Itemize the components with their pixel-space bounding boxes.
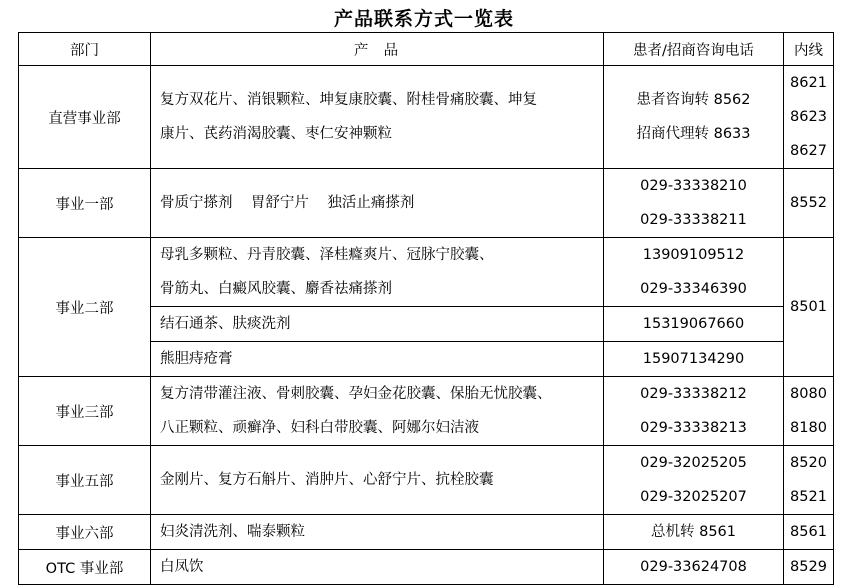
table-row bbox=[19, 377, 834, 446]
phone-cell bbox=[604, 66, 784, 169]
product-line: 骨质宁搽剂 胃舒宁片 独活止痛搽剂 bbox=[160, 195, 415, 211]
product-line: 妇炎清洗剂、喘泰颗粒 bbox=[160, 524, 305, 540]
product-line: 金刚片、复方石斛片、消肿片、心舒宁片、抗栓胶囊 bbox=[160, 472, 494, 488]
contact-table bbox=[18, 32, 834, 585]
phone-line: 029-32025205 bbox=[640, 455, 747, 471]
phone-cell bbox=[604, 515, 784, 550]
product-line: 八正颗粒、顽癣净、妇科白带胶囊、阿娜尔妇洁液 bbox=[160, 420, 479, 436]
product-line: 骨筋丸、白癜风胶囊、麝香祛痛搽剂 bbox=[160, 281, 392, 297]
product-cell bbox=[151, 307, 604, 342]
phone-line: 029-33338213 bbox=[640, 420, 747, 436]
dept-cell: 事业五部 bbox=[19, 446, 151, 515]
product-cell bbox=[151, 342, 604, 377]
dept-cell: 事业二部 bbox=[19, 238, 151, 377]
phone-line: 029-33338212 bbox=[640, 386, 747, 402]
product-line: 白凤饮 bbox=[160, 559, 204, 575]
product-line: 结石通茶、肤痰洗剂 bbox=[160, 316, 291, 332]
ext-line: 8623 bbox=[790, 109, 827, 125]
phone-line: 总机转 8561 bbox=[650, 524, 736, 540]
product-line: 母乳多颗粒、丹青胶囊、泽桂癃爽片、冠脉宁胶囊、 bbox=[160, 247, 494, 263]
phone-line: 患者咨询转 8562 bbox=[636, 92, 751, 108]
product-line: 熊胆痔疮膏 bbox=[160, 351, 233, 367]
ext-cell: 8552 bbox=[784, 169, 834, 238]
phone-line: 029-33338210 bbox=[640, 178, 747, 194]
phone-cell bbox=[604, 446, 784, 515]
phone-line: 029-33338211 bbox=[640, 212, 747, 228]
table-header-row bbox=[19, 33, 834, 66]
product-line: 复方清带灌注液、骨刺胶囊、孕妇金花胶囊、保胎无忧胶囊、 bbox=[160, 386, 552, 402]
product-cell bbox=[151, 515, 604, 550]
dept-cell: OTC 事业部 bbox=[19, 550, 151, 585]
ext-cell: 8561 bbox=[784, 515, 834, 550]
phone-line: 029-33346390 bbox=[640, 281, 747, 297]
phone-cell bbox=[604, 238, 784, 307]
phone-line: 招商代理转 8633 bbox=[636, 126, 751, 142]
header-ext: 内线 bbox=[784, 33, 834, 66]
ext-line: 8080 bbox=[790, 386, 827, 402]
ext-line: 8521 bbox=[790, 489, 827, 505]
phone-line: 15907134290 bbox=[642, 351, 745, 367]
ext-line: 8520 bbox=[790, 455, 827, 471]
ext-cell bbox=[784, 446, 834, 515]
table-row bbox=[19, 169, 834, 238]
phone-line: 029-32025207 bbox=[640, 489, 747, 505]
phone-cell bbox=[604, 550, 784, 585]
dept-cell: 事业一部 bbox=[19, 169, 151, 238]
table-row bbox=[19, 550, 834, 585]
product-cell bbox=[151, 377, 604, 446]
table-row bbox=[19, 66, 834, 169]
phone-line: 13909109512 bbox=[642, 247, 745, 263]
ext-line: 8180 bbox=[790, 420, 827, 436]
table-row bbox=[19, 446, 834, 515]
product-line: 康片、芪药消渴胶囊、枣仁安神颗粒 bbox=[160, 126, 392, 142]
product-line: 复方双花片、消银颗粒、坤复康胶囊、附桂骨痛胶囊、坤复 bbox=[160, 92, 537, 108]
dept-cell: 事业六部 bbox=[19, 515, 151, 550]
table-row bbox=[19, 515, 834, 550]
phone-line: 15319067660 bbox=[642, 316, 745, 332]
header-phone: 患者/招商咨询电话 bbox=[604, 33, 784, 66]
ext-line: 8621 bbox=[790, 75, 827, 91]
phone-cell bbox=[604, 169, 784, 238]
ext-cell bbox=[784, 66, 834, 169]
header-dept: 部门 bbox=[19, 33, 151, 66]
product-cell bbox=[151, 550, 604, 585]
phone-cell bbox=[604, 307, 784, 342]
product-cell bbox=[151, 238, 604, 307]
dept-cell: 直营事业部 bbox=[19, 66, 151, 169]
ext-cell bbox=[784, 377, 834, 446]
phone-cell bbox=[604, 342, 784, 377]
header-product-label: 产 品 bbox=[353, 42, 401, 59]
product-cell bbox=[151, 66, 604, 169]
product-cell bbox=[151, 446, 604, 515]
page-title: 产品联系方式一览表 bbox=[333, 8, 514, 30]
dept-cell: 事业三部 bbox=[19, 377, 151, 446]
phone-cell bbox=[604, 377, 784, 446]
ext-cell: 8529 bbox=[784, 550, 834, 585]
product-cell bbox=[151, 169, 604, 238]
ext-cell: 8501 bbox=[784, 238, 834, 377]
ext-line: 8627 bbox=[790, 143, 827, 159]
phone-line: 029-33624708 bbox=[640, 559, 747, 575]
header-product bbox=[151, 33, 604, 66]
table-row bbox=[19, 238, 834, 307]
